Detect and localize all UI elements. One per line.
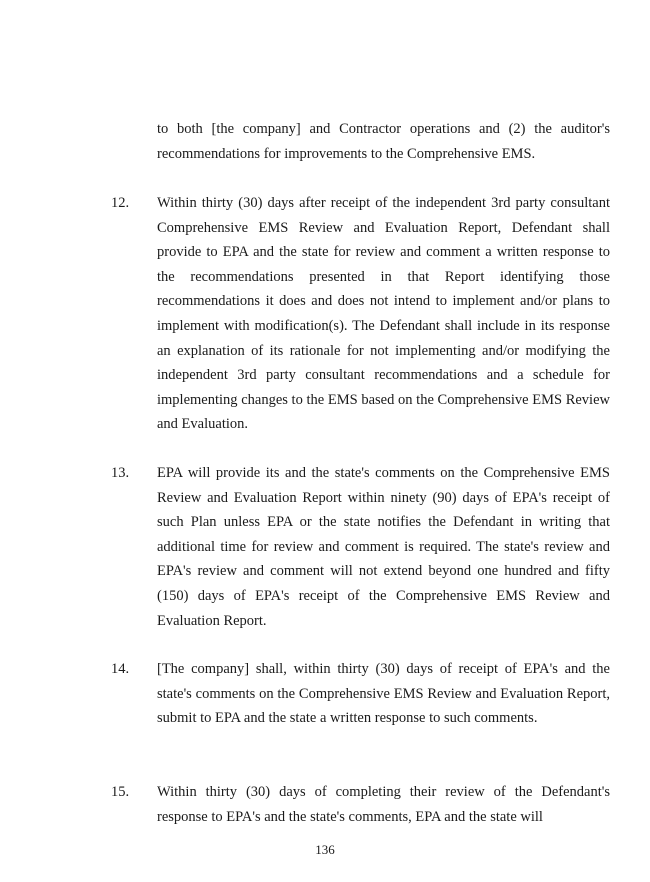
page-number: 136 [315, 842, 335, 857]
paragraph-number-14: 14. [111, 661, 130, 677]
paragraph-number-13: 13. [111, 465, 130, 481]
paragraph-number-15: 15. [111, 784, 130, 800]
paragraph-number-12: 12. [111, 195, 130, 211]
continuation-paragraph: to both [the company] and Contractor operations and (2) the auditor's recommendations for improvements to the Comprehensive EMS. [157, 121, 610, 162]
paragraph-12: Within thirty (30) days after receipt of the independent 3rd party consultant Comprehensive EMS Review and Evaluation Report, Defendant shall provide to EPA and the state for review and comment a written response to the recommendations presented in that Report identifying those recommendations it does and does not intend to implement and/or plans to implement with modification(s). The Defendant shall include in its response an explanation of its rationale for not implementing and/or modifying the independent 3rd party consultant recommendations and a schedule for implementing changes to the EMS based on the Comprehensive EMS Review and Evaluation. [157, 195, 610, 433]
paragraph-13: EPA will provide its and the state's comments on the Comprehensive EMS Review and Evaluation Report within ninety (90) days of EPA's receipt of such Plan unless EPA or the state notifies the Defendant in writing that additional time for review and comment is required. The state's review and EPA's review and comment will not extend beyond one hundred and fifty (150) days of EPA's receipt of the Comprehensive EMS Review and Evaluation Report. [157, 465, 610, 629]
paragraph-15: Within thirty (30) days of completing their review of the Defendant's response to EPA's and the state's comments, EPA and the state will [157, 784, 610, 825]
paragraph-14: [The company] shall, within thirty (30) days of receipt of EPA's and the state's comments on the Comprehensive EMS Review and Evaluation Report, submit to EPA and the state a written response to such comments. [157, 661, 610, 727]
